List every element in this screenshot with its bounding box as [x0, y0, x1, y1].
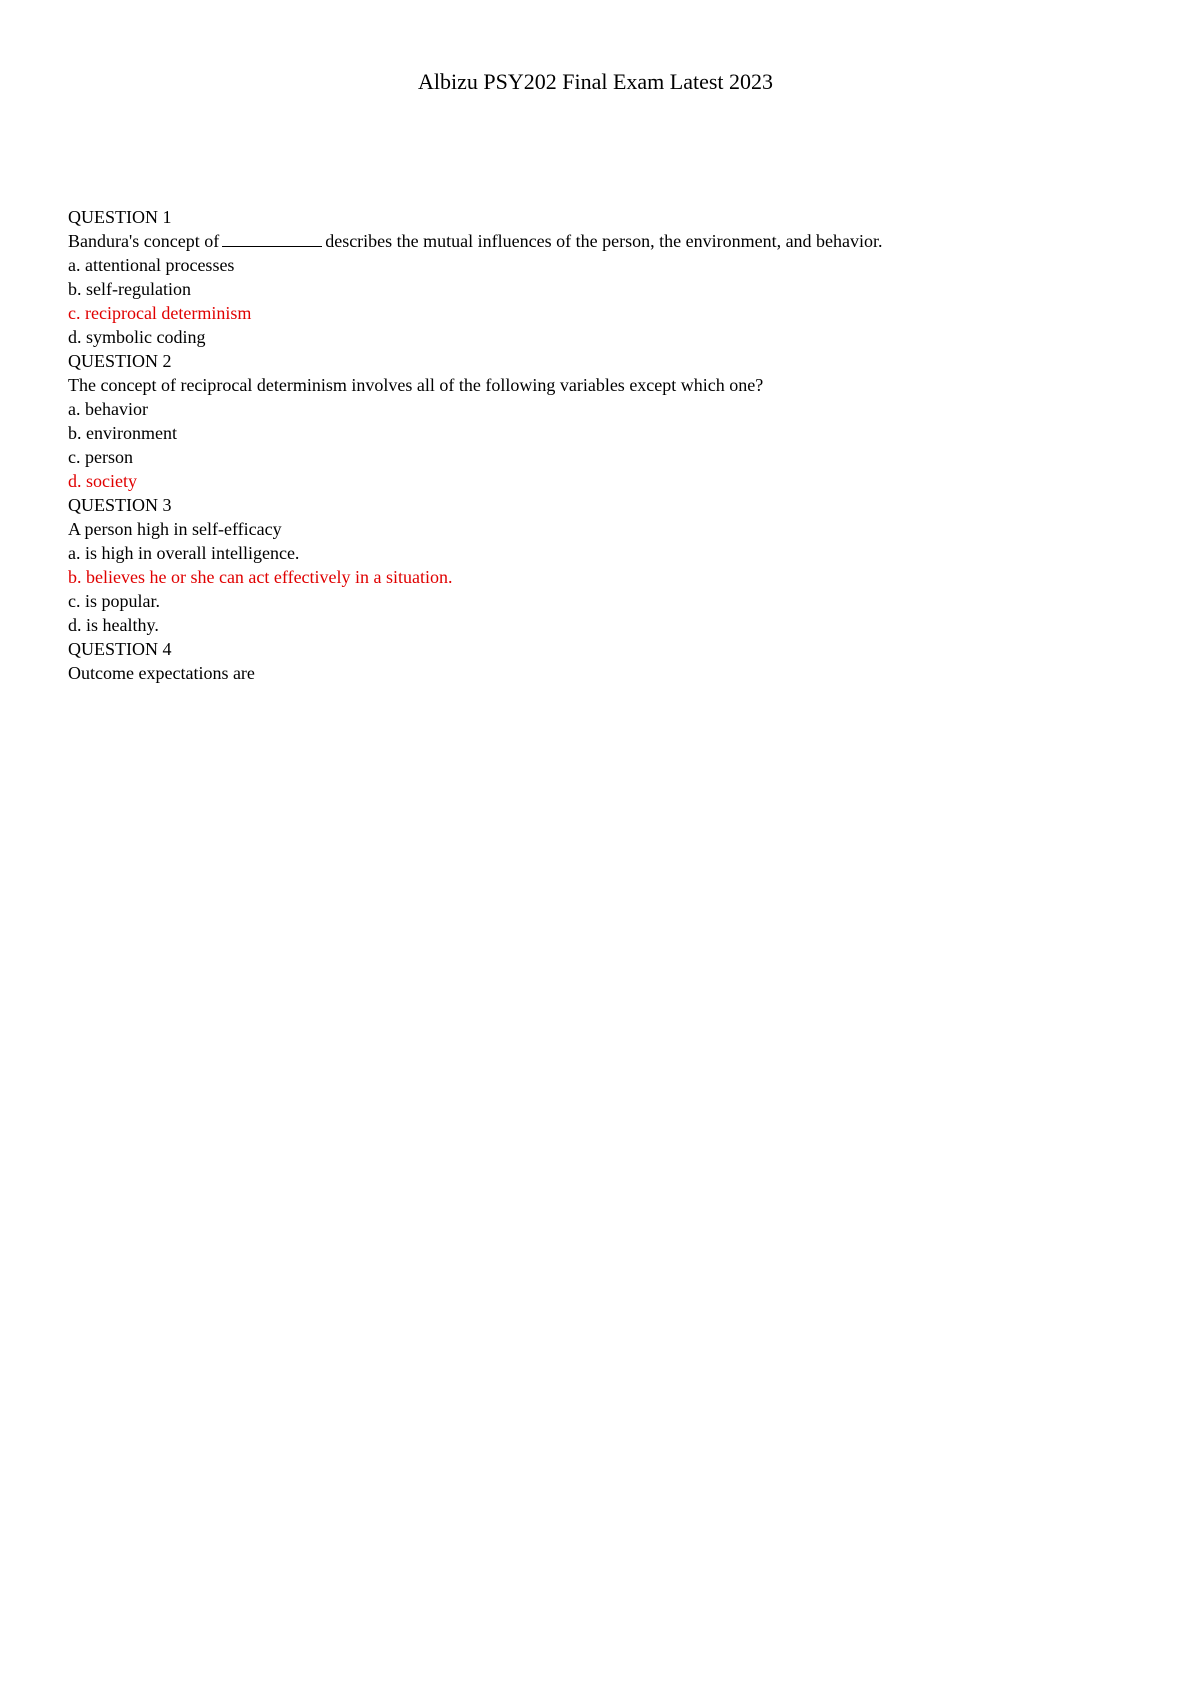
question-heading: QUESTION 2 [68, 351, 172, 371]
question-heading: QUESTION 3 [68, 495, 172, 515]
question-prompt: The concept of reciprocal determinism involves all of the following variables except which one? [68, 375, 764, 395]
answer-option: a. behavior [68, 399, 148, 419]
answer-option: a. is high in overall intelligence. [68, 543, 300, 563]
prompt-text-after-blank: describes the mutual influences of the person, the environment, and behavior. [325, 231, 883, 251]
question-prompt [68, 229, 1148, 253]
answer-option: c. person [68, 447, 133, 467]
page-title: Albizu PSY202 Final Exam Latest 2023 [417, 69, 774, 94]
exam-content [68, 205, 1148, 685]
answer-option: b. environment [68, 423, 177, 443]
question-block [68, 349, 1148, 493]
answer-option: c. is popular. [68, 591, 160, 611]
question-prompt: Outcome expectations are [68, 663, 255, 683]
question-block [68, 637, 1148, 685]
question-heading: QUESTION 4 [68, 639, 172, 659]
fill-in-blank [222, 232, 322, 247]
correct-answer-option: c. reciprocal determinism [68, 303, 252, 323]
answer-option: a. attentional processes [68, 255, 235, 275]
answer-option: b. self-regulation [68, 279, 191, 299]
question-block [68, 205, 1148, 349]
answer-option: d. is healthy. [68, 615, 159, 635]
question-prompt: A person high in self-efficacy [68, 519, 282, 539]
correct-answer-option: b. believes he or she can act effectively in a situation. [68, 567, 453, 587]
answer-option: d. symbolic coding [68, 327, 206, 347]
prompt-text-before-blank: Bandura's concept of [68, 231, 220, 251]
question-block [68, 493, 1148, 637]
question-heading: QUESTION 1 [68, 207, 172, 227]
correct-answer-option: d. society [68, 471, 137, 491]
